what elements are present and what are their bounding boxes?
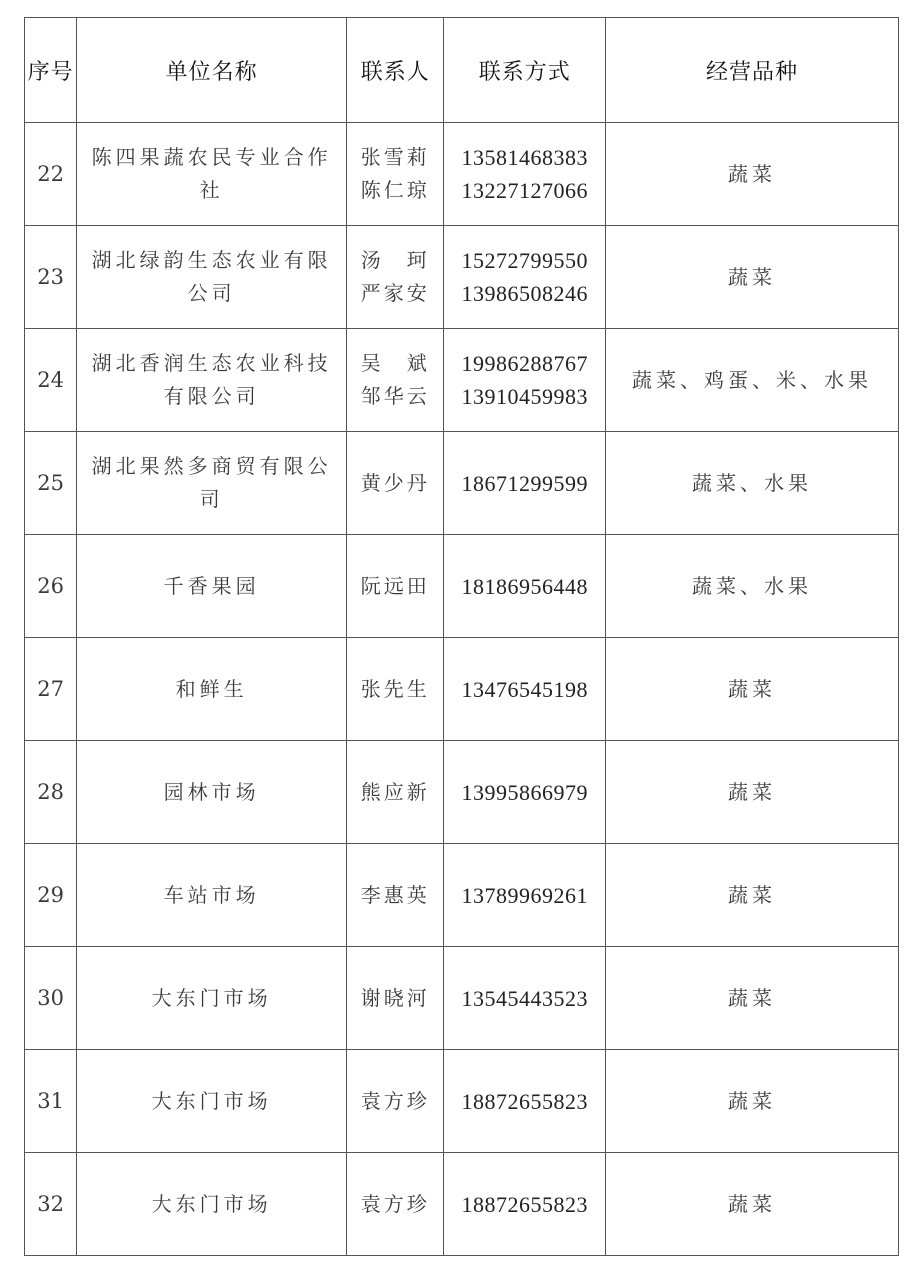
table-row: [25, 1153, 899, 1256]
phone-number: 13986508246: [461, 281, 588, 306]
table-row: [25, 844, 899, 947]
contact-person-cell: [347, 329, 444, 432]
company-name-cell: [77, 535, 347, 638]
serial-number-cell: 29: [25, 844, 77, 947]
phone-number: 15272799550: [461, 248, 588, 273]
contact-person-name: 张雪莉: [360, 145, 430, 169]
company-name-line: 大东门市场: [151, 1088, 272, 1113]
serial-number-cell: 22: [25, 123, 77, 226]
company-name-line: 大东门市场: [151, 1191, 272, 1216]
company-name-line: 陈四果蔬农民专业合作: [91, 145, 332, 169]
table-row: [25, 741, 899, 844]
contact-person-cell: [347, 844, 444, 947]
contact-person-cell: [347, 741, 444, 844]
header-serial-number: 序号: [25, 18, 77, 123]
phone-number: 13995866979: [461, 779, 588, 805]
contact-person-name: 严家安: [360, 281, 430, 305]
header-company-name: 单位名称: [77, 18, 347, 123]
contact-phone-cell: [444, 741, 606, 844]
contact-person-name: 熊应新: [360, 779, 430, 804]
contact-person-cell: [347, 226, 444, 329]
company-name-cell: [77, 1153, 347, 1256]
company-name-cell: [77, 432, 347, 535]
contact-person-cell: [347, 432, 444, 535]
contact-person-name: 汤 珂: [360, 248, 430, 272]
contact-phone-cell: [444, 432, 606, 535]
company-name-line: 公司: [187, 281, 236, 305]
contact-person-name: 黄少丹: [360, 470, 430, 495]
product-types-cell: 蔬菜: [605, 844, 898, 947]
product-types-cell: 蔬菜: [605, 741, 898, 844]
header-product-types: 经营品种: [605, 18, 898, 123]
phone-number: 13910459983: [461, 384, 588, 409]
phone-number: 13545443523: [461, 985, 588, 1011]
contact-person-cell: [347, 1153, 444, 1256]
phone-number: 13581468383: [461, 145, 588, 170]
contact-phone-cell: [444, 226, 606, 329]
header-contact-person: 联系人: [347, 18, 444, 123]
contact-person-name: 袁方珍: [360, 1191, 430, 1216]
serial-number-cell: 25: [25, 432, 77, 535]
table-row: [25, 535, 899, 638]
contact-person-cell: [347, 947, 444, 1050]
contact-person-name: 邹华云: [360, 384, 430, 408]
company-name-cell: [77, 329, 347, 432]
product-types-cell: 蔬菜: [605, 947, 898, 1050]
company-name-cell: [77, 226, 347, 329]
company-name-line: 车站市场: [163, 882, 260, 907]
table-row: [25, 226, 899, 329]
serial-number-cell: 27: [25, 638, 77, 741]
contact-person-cell: [347, 535, 444, 638]
table-header-row: [25, 18, 899, 123]
serial-number-cell: 28: [25, 741, 77, 844]
contact-phone-cell: [444, 329, 606, 432]
contact-phone-cell: [444, 123, 606, 226]
phone-number: 18872655823: [461, 1191, 588, 1217]
company-name-line: 有限公司: [163, 384, 260, 408]
table-row: [25, 432, 899, 535]
serial-number-cell: 31: [25, 1050, 77, 1153]
contact-person-name: 袁方珍: [360, 1088, 430, 1113]
serial-number-cell: 30: [25, 947, 77, 1050]
company-name-line: 和鲜生: [175, 676, 248, 701]
product-types-cell: 蔬菜: [605, 1153, 898, 1256]
phone-number: 13789969261: [461, 882, 588, 908]
phone-number: 13476545198: [461, 676, 588, 702]
phone-number: 13227127066: [461, 178, 588, 203]
company-name-line: 园林市场: [163, 779, 260, 804]
table-row: [25, 123, 899, 226]
contact-phone-cell: [444, 844, 606, 947]
contact-person-name: 李惠英: [360, 882, 430, 907]
company-name-cell: [77, 638, 347, 741]
contact-person-name: 谢晓河: [360, 985, 430, 1010]
product-types-cell: 蔬菜: [605, 123, 898, 226]
company-name-line: 千香果园: [163, 573, 260, 598]
company-name-cell: [77, 947, 347, 1050]
product-types-cell: 蔬菜: [605, 1050, 898, 1153]
contact-person-name: 张先生: [360, 676, 430, 701]
product-types-cell: 蔬菜、水果: [605, 535, 898, 638]
contact-person-name: 陈仁琼: [360, 178, 430, 202]
table-row: [25, 329, 899, 432]
header-contact-phone: 联系方式: [444, 18, 606, 123]
product-types-cell: 蔬菜: [605, 226, 898, 329]
serial-number-cell: 23: [25, 226, 77, 329]
table-body: [25, 123, 899, 1256]
phone-number: 18186956448: [461, 573, 588, 599]
company-name-cell: [77, 123, 347, 226]
contact-phone-cell: [444, 947, 606, 1050]
company-name-line: 湖北果然多商贸有限公: [91, 454, 332, 478]
table-row: [25, 638, 899, 741]
contact-phone-cell: [444, 638, 606, 741]
contact-person-name: 阮远田: [360, 573, 430, 598]
product-types-cell: 蔬菜、水果: [605, 432, 898, 535]
company-name-cell: [77, 741, 347, 844]
table-row: [25, 1050, 899, 1153]
table-row: [25, 947, 899, 1050]
company-name-line: 大东门市场: [151, 985, 272, 1010]
company-name-line: 社: [199, 178, 224, 202]
company-name-line: 司: [199, 487, 224, 511]
contact-person-cell: [347, 638, 444, 741]
contact-phone-cell: [444, 535, 606, 638]
phone-number: 18671299599: [461, 470, 588, 496]
contact-phone-cell: [444, 1153, 606, 1256]
contact-person-cell: [347, 123, 444, 226]
serial-number-cell: 26: [25, 535, 77, 638]
serial-number-cell: 32: [25, 1153, 77, 1256]
serial-number-cell: 24: [25, 329, 77, 432]
supplier-contact-table-container: [24, 17, 899, 1256]
product-types-cell: 蔬菜: [605, 638, 898, 741]
company-name-line: 湖北香润生态农业科技: [91, 351, 332, 375]
company-name-cell: [77, 844, 347, 947]
phone-number: 18872655823: [461, 1088, 588, 1114]
company-name-line: 湖北绿韵生态农业有限: [91, 248, 332, 272]
product-types-cell: 蔬菜、鸡蛋、米、水果: [605, 329, 898, 432]
contact-person-cell: [347, 1050, 444, 1153]
contact-person-name: 吴 斌: [360, 351, 430, 375]
phone-number: 19986288767: [461, 351, 588, 376]
contact-phone-cell: [444, 1050, 606, 1153]
supplier-contact-table: [24, 17, 899, 1256]
company-name-cell: [77, 1050, 347, 1153]
